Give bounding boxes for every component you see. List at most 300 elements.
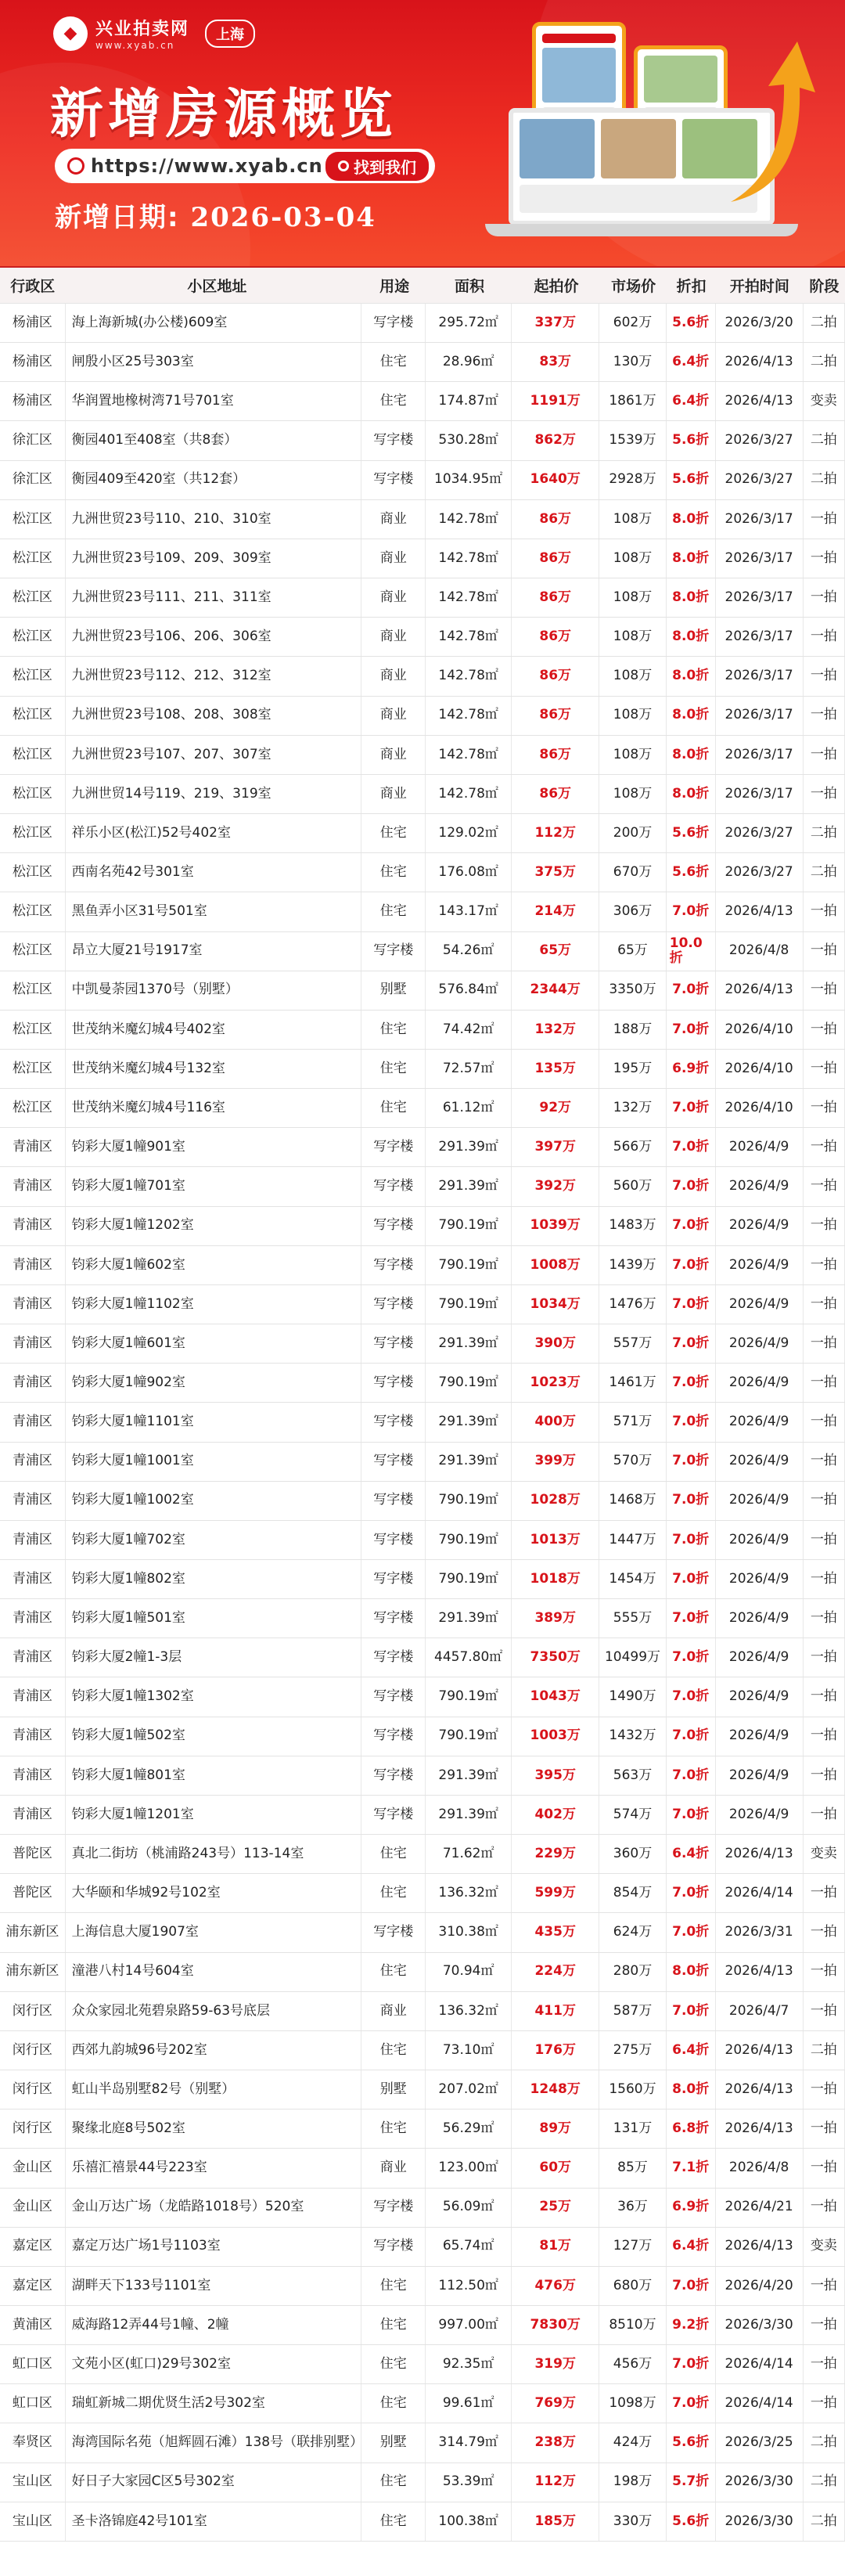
cell-address: 昂立大厦21号1917室	[66, 932, 362, 971]
cell-auction-time: 2026/3/17	[716, 539, 804, 578]
cell-auction-time: 2026/4/7	[716, 1992, 804, 2030]
cell-auction-time: 2026/3/17	[716, 775, 804, 813]
table-row[interactable]	[0, 1756, 845, 1796]
cell-stage: 一拍	[804, 2306, 845, 2344]
cell-stage: 一拍	[804, 1717, 845, 1756]
cell-auction-time: 2026/4/9	[716, 1324, 804, 1363]
cell-market-price: 1454万	[599, 1560, 667, 1598]
cell-district: 闵行区	[0, 2109, 66, 2148]
cell-use: 住宅	[361, 853, 426, 892]
cell-area: 143.17㎡	[426, 892, 512, 931]
cell-market-price: 108万	[599, 539, 667, 578]
cell-address: 黑鱼弄小区31号501室	[66, 892, 362, 931]
cell-stage: 二拍	[804, 853, 845, 892]
table-row[interactable]	[0, 2384, 845, 2423]
cell-stage: 一拍	[804, 1638, 845, 1677]
cell-use: 别墅	[361, 971, 426, 1010]
table-row[interactable]	[0, 2031, 845, 2070]
cell-discount: 7.0折	[667, 1443, 716, 1481]
cell-market-price: 132万	[599, 1089, 667, 1127]
table-row[interactable]	[0, 1835, 845, 1874]
cell-address: 钧彩大厦1幢802室	[66, 1560, 362, 1598]
cell-area: 790.19㎡	[426, 1246, 512, 1284]
cell-stage: 一拍	[804, 2384, 845, 2423]
cell-stage: 一拍	[804, 1050, 845, 1088]
cell-start-price: 60万	[512, 2149, 599, 2187]
cell-discount: 8.0折	[667, 657, 716, 695]
cell-area: 100.38㎡	[426, 2502, 512, 2541]
cell-stage: 一拍	[804, 1756, 845, 1795]
cell-address: 钧彩大厦1幢1001室	[66, 1443, 362, 1481]
table-row[interactable]	[0, 1717, 845, 1756]
cell-area: 123.00㎡	[426, 2149, 512, 2187]
cell-auction-time: 2026/4/9	[716, 1638, 804, 1677]
cell-auction-time: 2026/3/30	[716, 2463, 804, 2502]
cell-start-price: 862万	[512, 421, 599, 459]
table-row[interactable]	[0, 1128, 845, 1167]
cell-discount: 5.6折	[667, 853, 716, 892]
cell-discount: 5.6折	[667, 421, 716, 459]
cell-stage: 一拍	[804, 1364, 845, 1402]
find-us-label: 找到我们	[354, 157, 416, 177]
cell-discount: 6.4折	[667, 2031, 716, 2070]
cell-address: 钧彩大厦1幢1302室	[66, 1677, 362, 1716]
table-row[interactable]	[0, 1599, 845, 1638]
table-row[interactable]	[0, 932, 845, 971]
table-row[interactable]	[0, 1050, 845, 1089]
cell-address: 圣卡洛锦庭42号101室	[66, 2502, 362, 2541]
cell-area: 291.39㎡	[426, 1796, 512, 1834]
cell-stage: 二拍	[804, 2463, 845, 2502]
cell-start-price: 1191万	[512, 382, 599, 420]
cell-discount: 8.0折	[667, 578, 716, 617]
table-row[interactable]	[0, 1207, 845, 1246]
cell-address: 九洲世贸23号106、206、306室	[66, 618, 362, 656]
cell-district: 宝山区	[0, 2463, 66, 2502]
cell-auction-time: 2026/4/10	[716, 1089, 804, 1127]
cell-area: 291.39㎡	[426, 1403, 512, 1441]
table-row[interactable]	[0, 2149, 845, 2188]
cell-address: 世茂纳米魔幻城4号402室	[66, 1011, 362, 1049]
cell-area: 291.39㎡	[426, 1756, 512, 1795]
cell-use: 写字楼	[361, 461, 426, 499]
table-row[interactable]	[0, 1913, 845, 1952]
cell-discount: 7.0折	[667, 1246, 716, 1284]
cell-use: 写字楼	[361, 1913, 426, 1951]
table-row[interactable]	[0, 657, 845, 696]
cell-use: 写字楼	[361, 1796, 426, 1834]
cell-district: 虹口区	[0, 2345, 66, 2383]
table-row[interactable]	[0, 461, 845, 500]
cell-stage: 二拍	[804, 343, 845, 381]
cell-market-price: 1490万	[599, 1677, 667, 1716]
cell-area: 129.02㎡	[426, 814, 512, 852]
cell-market-price: 108万	[599, 578, 667, 617]
cell-discount: 7.0折	[667, 1913, 716, 1951]
cell-start-price: 214万	[512, 892, 599, 931]
cell-stage: 一拍	[804, 500, 845, 539]
table-row[interactable]	[0, 2070, 845, 2109]
table-row[interactable]	[0, 304, 845, 343]
cell-address: 乐禧汇禧景44号223室	[66, 2149, 362, 2187]
cell-address: 钧彩大厦1幢702室	[66, 1521, 362, 1559]
cell-stage: 一拍	[804, 1482, 845, 1520]
find-us-button[interactable]	[325, 152, 429, 181]
cell-use: 写字楼	[361, 1521, 426, 1559]
date-label: 新增日期:	[55, 202, 180, 233]
table-row[interactable]	[0, 1638, 845, 1677]
cell-area: 291.39㎡	[426, 1324, 512, 1363]
cell-area: 142.78㎡	[426, 618, 512, 656]
cell-discount: 7.1折	[667, 2149, 716, 2187]
url-bar[interactable]	[55, 149, 435, 183]
table-row[interactable]	[0, 2189, 845, 2228]
cell-auction-time: 2026/4/10	[716, 1050, 804, 1088]
table-row[interactable]	[0, 697, 845, 736]
cell-start-price: 7830万	[512, 2306, 599, 2344]
cell-area: 56.09㎡	[426, 2189, 512, 2227]
table-row[interactable]	[0, 853, 845, 892]
cell-address: 众众家园北苑碧泉路59-63号底层	[66, 1992, 362, 2030]
cell-start-price: 229万	[512, 1835, 599, 1873]
cell-start-price: 337万	[512, 304, 599, 342]
date-line	[55, 196, 376, 234]
table-header	[0, 266, 845, 304]
cell-market-price: 1539万	[599, 421, 667, 459]
cell-area: 142.78㎡	[426, 697, 512, 735]
cell-auction-time: 2026/4/13	[716, 892, 804, 931]
cell-district: 青浦区	[0, 1246, 66, 1284]
cell-use: 写字楼	[361, 1638, 426, 1677]
table-row[interactable]	[0, 382, 845, 421]
table-row[interactable]	[0, 1089, 845, 1128]
table-row[interactable]	[0, 2267, 845, 2306]
cell-use: 别墅	[361, 2423, 426, 2462]
cell-start-price: 25万	[512, 2189, 599, 2227]
cell-market-price: 3350万	[599, 971, 667, 1010]
cell-start-price: 65万	[512, 932, 599, 971]
table-row[interactable]	[0, 1443, 845, 1482]
cell-stage: 二拍	[804, 421, 845, 459]
cell-start-price: 392万	[512, 1167, 599, 1205]
cell-use: 写字楼	[361, 1599, 426, 1637]
cell-area: 790.19㎡	[426, 1717, 512, 1756]
cell-discount: 7.0折	[667, 1207, 716, 1245]
cell-market-price: 198万	[599, 2463, 667, 2502]
cell-discount: 6.9折	[667, 1050, 716, 1088]
cell-area: 53.39㎡	[426, 2463, 512, 2502]
table-row[interactable]	[0, 618, 845, 657]
cell-market-price: 10499万	[599, 1638, 667, 1677]
col-header-stage: 阶段	[809, 278, 840, 295]
table-row[interactable]	[0, 421, 845, 460]
cell-auction-time: 2026/4/8	[716, 932, 804, 971]
cell-use: 写字楼	[361, 1403, 426, 1441]
cell-address: 九洲世贸23号111、211、311室	[66, 578, 362, 617]
cell-use: 住宅	[361, 1050, 426, 1088]
cell-district: 黄浦区	[0, 2306, 66, 2344]
table-row[interactable]	[0, 2109, 845, 2149]
cell-area: 56.29㎡	[426, 2109, 512, 2148]
cell-district: 松江区	[0, 578, 66, 617]
cell-discount: 8.0折	[667, 736, 716, 774]
cell-auction-time: 2026/4/9	[716, 1717, 804, 1756]
cell-start-price: 411万	[512, 1992, 599, 2030]
cell-area: 72.57㎡	[426, 1050, 512, 1088]
cell-start-price: 1013万	[512, 1521, 599, 1559]
cell-start-price: 769万	[512, 2384, 599, 2423]
cell-discount: 8.0折	[667, 618, 716, 656]
table-row[interactable]	[0, 2345, 845, 2384]
listing-table	[0, 266, 845, 2542]
cell-discount: 7.0折	[667, 971, 716, 1010]
table-row[interactable]	[0, 2423, 845, 2463]
table-row[interactable]	[0, 578, 845, 618]
cell-use: 住宅	[361, 2384, 426, 2423]
cell-discount: 5.6折	[667, 304, 716, 342]
cell-district: 青浦区	[0, 1796, 66, 1834]
cell-district: 徐汇区	[0, 421, 66, 459]
cell-district: 浦东新区	[0, 1953, 66, 1991]
cell-address: 世茂纳米魔幻城4号116室	[66, 1089, 362, 1127]
table-row[interactable]	[0, 736, 845, 775]
cell-market-price: 131万	[599, 2109, 667, 2148]
cell-district: 松江区	[0, 971, 66, 1010]
table-row[interactable]	[0, 1482, 845, 1521]
table-row[interactable]	[0, 1403, 845, 1442]
cell-auction-time: 2026/3/20	[716, 304, 804, 342]
cell-stage: 变卖	[804, 382, 845, 420]
cell-market-price: 108万	[599, 775, 667, 813]
laptop-base-icon	[485, 224, 798, 236]
cell-area: 790.19㎡	[426, 1521, 512, 1559]
table-row[interactable]	[0, 500, 845, 539]
cell-auction-time: 2026/4/9	[716, 1285, 804, 1324]
cell-start-price: 86万	[512, 775, 599, 813]
cell-market-price: 456万	[599, 2345, 667, 2383]
page-title: 新增房源概览	[50, 84, 398, 146]
cell-market-price: 854万	[599, 1874, 667, 1912]
cell-use: 写字楼	[361, 1128, 426, 1166]
cell-use: 住宅	[361, 1835, 426, 1873]
cell-use: 写字楼	[361, 1560, 426, 1598]
search-icon	[338, 160, 349, 171]
table-row[interactable]	[0, 2306, 845, 2345]
cell-stage: 一拍	[804, 932, 845, 971]
cell-auction-time: 2026/3/30	[716, 2502, 804, 2541]
cell-district: 松江区	[0, 618, 66, 656]
cell-stage: 一拍	[804, 1599, 845, 1637]
cell-auction-time: 2026/3/31	[716, 1913, 804, 1951]
cell-address: 嘉定万达广场1号1103室	[66, 2228, 362, 2266]
cell-start-price: 86万	[512, 500, 599, 539]
cell-district: 青浦区	[0, 1599, 66, 1637]
cell-area: 790.19㎡	[426, 1677, 512, 1716]
cell-address: 聚缘北庭8号502室	[66, 2109, 362, 2148]
table-row[interactable]	[0, 1011, 845, 1050]
table-body	[0, 304, 845, 2542]
cell-discount: 6.4折	[667, 382, 716, 420]
table-row[interactable]	[0, 1167, 845, 1206]
cell-district: 杨浦区	[0, 343, 66, 381]
cell-use: 住宅	[361, 2267, 426, 2305]
table-row[interactable]	[0, 971, 845, 1011]
table-row[interactable]	[0, 539, 845, 578]
table-row[interactable]	[0, 1324, 845, 1364]
cell-use: 住宅	[361, 2306, 426, 2344]
cell-area: 790.19㎡	[426, 1285, 512, 1324]
table-row[interactable]	[0, 892, 845, 931]
table-row[interactable]	[0, 2228, 845, 2267]
cell-area: 142.78㎡	[426, 775, 512, 813]
cell-start-price: 1039万	[512, 1207, 599, 1245]
cell-district: 青浦区	[0, 1167, 66, 1205]
cell-auction-time: 2026/4/8	[716, 2149, 804, 2187]
cell-market-price: 571万	[599, 1403, 667, 1441]
table-row[interactable]	[0, 1874, 845, 1913]
cell-address: 金山万达广场（龙皓路1018号）520室	[66, 2189, 362, 2227]
table-row[interactable]	[0, 2502, 845, 2542]
cell-stage: 一拍	[804, 1560, 845, 1598]
cell-district: 青浦区	[0, 1324, 66, 1363]
cell-stage: 一拍	[804, 578, 845, 617]
cell-stage: 一拍	[804, 1285, 845, 1324]
cell-area: 576.84㎡	[426, 971, 512, 1010]
cell-area: 790.19㎡	[426, 1482, 512, 1520]
cell-auction-time: 2026/3/30	[716, 2306, 804, 2344]
cell-discount: 7.0折	[667, 1874, 716, 1912]
cell-stage: 一拍	[804, 1677, 845, 1716]
cell-use: 写字楼	[361, 1756, 426, 1795]
brand-logo-icon: ◆	[53, 16, 88, 51]
site-url[interactable]: https://www.xyab.cn	[91, 155, 323, 177]
table-row[interactable]	[0, 2463, 845, 2502]
cell-market-price: 330万	[599, 2502, 667, 2541]
cell-district: 青浦区	[0, 1207, 66, 1245]
cell-use: 住宅	[361, 382, 426, 420]
cell-auction-time: 2026/4/9	[716, 1677, 804, 1716]
cell-stage: 一拍	[804, 1992, 845, 2030]
cell-market-price: 127万	[599, 2228, 667, 2266]
cell-start-price: 1640万	[512, 461, 599, 499]
table-row[interactable]	[0, 1364, 845, 1403]
cell-start-price: 176万	[512, 2031, 599, 2070]
cell-stage: 一拍	[804, 775, 845, 813]
cell-discount: 7.0折	[667, 2384, 716, 2423]
cell-district: 嘉定区	[0, 2267, 66, 2305]
table-row[interactable]	[0, 1560, 845, 1599]
cell-auction-time: 2026/3/17	[716, 500, 804, 539]
cell-discount: 7.0折	[667, 2345, 716, 2383]
cell-market-price: 2928万	[599, 461, 667, 499]
cell-discount: 7.0折	[667, 1364, 716, 1402]
brand[interactable]	[53, 16, 255, 51]
cell-area: 142.78㎡	[426, 736, 512, 774]
table-row[interactable]	[0, 1285, 845, 1324]
cell-discount: 7.0折	[667, 1324, 716, 1363]
cell-district: 杨浦区	[0, 382, 66, 420]
cell-market-price: 1461万	[599, 1364, 667, 1402]
cell-use: 写字楼	[361, 304, 426, 342]
cell-area: 112.50㎡	[426, 2267, 512, 2305]
cell-discount: 7.0折	[667, 1403, 716, 1441]
cell-discount: 7.0折	[667, 1599, 716, 1637]
cell-address: 海湾国际名苑（旭辉圆石滩）138号（联排别墅）	[66, 2423, 362, 2462]
table-row[interactable]	[0, 775, 845, 814]
table-row[interactable]	[0, 1521, 845, 1560]
table-row[interactable]	[0, 1796, 845, 1835]
col-header-start-price: 起拍价	[534, 278, 579, 295]
cell-market-price: 1098万	[599, 2384, 667, 2423]
cell-discount: 8.0折	[667, 697, 716, 735]
cell-district: 虹口区	[0, 2384, 66, 2423]
table-row[interactable]	[0, 1992, 845, 2031]
cell-area: 291.39㎡	[426, 1599, 512, 1637]
cell-area: 4457.80㎡	[426, 1638, 512, 1677]
cell-use: 写字楼	[361, 1717, 426, 1756]
table-row[interactable]	[0, 1953, 845, 1992]
cell-district: 松江区	[0, 814, 66, 852]
cell-auction-time: 2026/4/10	[716, 1011, 804, 1049]
cell-use: 住宅	[361, 2109, 426, 2148]
cell-district: 金山区	[0, 2189, 66, 2227]
cell-address: 钧彩大厦1幢1002室	[66, 1482, 362, 1520]
cell-auction-time: 2026/4/9	[716, 1756, 804, 1795]
cell-stage: 二拍	[804, 2423, 845, 2462]
cell-use: 写字楼	[361, 1482, 426, 1520]
cell-area: 997.00㎡	[426, 2306, 512, 2344]
cell-start-price: 1028万	[512, 1482, 599, 1520]
cell-area: 70.94㎡	[426, 1953, 512, 1991]
cell-discount: 7.0折	[667, 1796, 716, 1834]
cell-use: 住宅	[361, 2031, 426, 2070]
table-row[interactable]	[0, 814, 845, 853]
cell-stage: 一拍	[804, 2149, 845, 2187]
cell-discount: 7.0折	[667, 1089, 716, 1127]
cell-market-price: 130万	[599, 343, 667, 381]
table-row[interactable]	[0, 343, 845, 382]
table-row[interactable]	[0, 1246, 845, 1285]
cell-auction-time: 2026/4/9	[716, 1128, 804, 1166]
cell-stage: 一拍	[804, 1089, 845, 1127]
cell-area: 790.19㎡	[426, 1560, 512, 1598]
cell-use: 写字楼	[361, 1246, 426, 1284]
header-illustration	[477, 14, 822, 249]
cell-start-price: 7350万	[512, 1638, 599, 1677]
cell-auction-time: 2026/3/27	[716, 814, 804, 852]
cell-area: 291.39㎡	[426, 1167, 512, 1205]
cell-start-price: 1043万	[512, 1677, 599, 1716]
cell-address: 钧彩大厦1幢602室	[66, 1246, 362, 1284]
cell-district: 松江区	[0, 736, 66, 774]
cell-use: 商业	[361, 736, 426, 774]
cell-discount: 5.7折	[667, 2463, 716, 2502]
table-row[interactable]	[0, 1677, 845, 1717]
cell-auction-time: 2026/4/13	[716, 1835, 804, 1873]
cell-market-price: 188万	[599, 1011, 667, 1049]
cell-address: 九洲世贸14号119、219、319室	[66, 775, 362, 813]
col-header-use: 用途	[379, 278, 410, 295]
cell-district: 松江区	[0, 697, 66, 735]
cell-district: 松江区	[0, 657, 66, 695]
cell-use: 写字楼	[361, 1677, 426, 1716]
cell-start-price: 112万	[512, 814, 599, 852]
cell-use: 商业	[361, 2149, 426, 2187]
cell-market-price: 1861万	[599, 382, 667, 420]
col-header-auction-time: 开拍时间	[729, 278, 789, 295]
cell-auction-time: 2026/4/9	[716, 1364, 804, 1402]
cell-area: 142.78㎡	[426, 539, 512, 578]
